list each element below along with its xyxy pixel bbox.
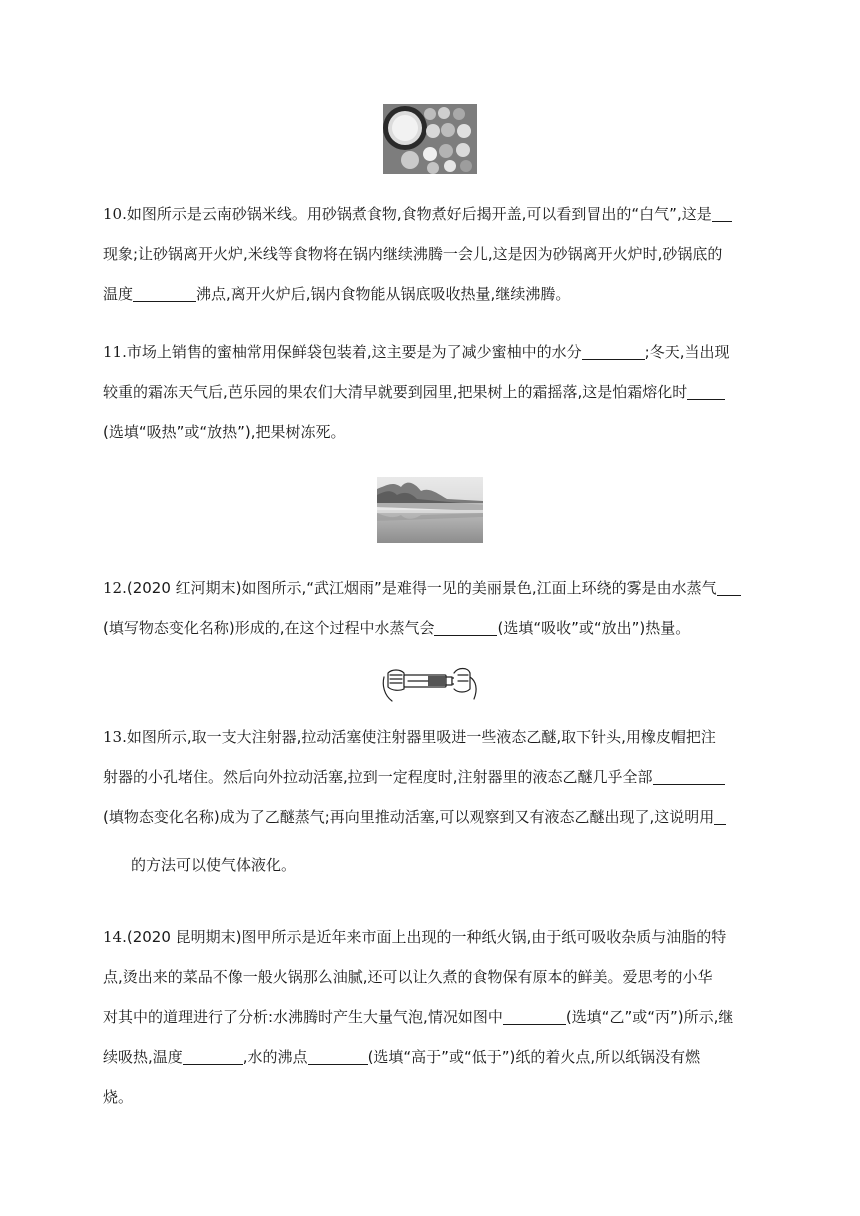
q11-text-2a: 较重的霜冻天气后,芭乐园的果农们大清早就要到园里,把果树上的霜摇落,这是怕霜熔化时 xyxy=(103,383,688,401)
q14-text-1: 图甲所示是近年来市面上出现的一种纸火锅,由于纸可吸收杂质与油脂的特 xyxy=(241,928,727,946)
q14-text-4a: 续吸热,温度 xyxy=(103,1048,183,1066)
q13-text-2a: 射器的小孔堵住。然后向外拉动活塞,拉到一定程度时,注射器里的液态乙醚几乎全部 xyxy=(103,768,653,786)
q12-text-2a: (填写物态变化名称)形成的,在这个过程中水蒸气会 xyxy=(103,619,435,637)
question-14 xyxy=(103,917,763,1117)
question-source: (2020 昆明期末) xyxy=(126,928,242,946)
q12-text-2c: (选填“吸收”或“放出”)热量。 xyxy=(497,619,691,637)
syringe-figure xyxy=(378,659,482,705)
clay-pot-noodles-figure xyxy=(383,104,477,174)
q10-line-1 xyxy=(103,194,763,234)
q11-line-1 xyxy=(103,332,763,372)
question-number: 12. xyxy=(103,579,127,597)
answer-blank[interactable] xyxy=(503,1008,566,1025)
q11-text-3: (选填“吸热”或“放热”),把果树冻死。 xyxy=(103,423,346,441)
q14-text-3a: 对其中的道理进行了分析:水沸腾时产生大量气泡,情况如图中 xyxy=(103,1008,503,1026)
q13-line-3 xyxy=(103,797,763,837)
answer-blank[interactable] xyxy=(582,343,645,360)
q10-text-3c: 沸点,离开火炉后,锅内食物能从锅底吸收热量,继续沸腾。 xyxy=(196,285,571,303)
q13-line-4 xyxy=(103,845,763,885)
q12-text-1a: 如图所示,“武江烟雨”是难得一见的美丽景色,江面上环绕的雾是由水蒸气 xyxy=(241,579,717,597)
question-number: 14. xyxy=(103,928,127,946)
q11-line-2 xyxy=(103,372,763,412)
answer-blank[interactable] xyxy=(712,205,732,222)
q14-line-1 xyxy=(103,917,763,957)
q11-text-1a: 市场上销售的蜜柚常用保鲜袋包装着,这主要是为了减少蜜柚中的水分 xyxy=(126,343,582,361)
q14-text-4c: ,水的沸点 xyxy=(242,1048,308,1066)
q14-line-5 xyxy=(103,1077,763,1117)
q11-text-1c: ;冬天,当出现 xyxy=(644,343,730,361)
answer-blank[interactable] xyxy=(714,808,726,825)
question-11 xyxy=(103,332,763,452)
question-12 xyxy=(103,568,763,648)
q14-line-3 xyxy=(103,997,763,1037)
q11-line-3 xyxy=(103,412,763,452)
question-13 xyxy=(103,717,763,885)
q10-line-2 xyxy=(103,234,763,274)
question-source: (2020 红河期末) xyxy=(126,579,242,597)
q14-text-3c: (选填“乙”或“丙”)所示,继 xyxy=(565,1008,734,1026)
question-number: 10. xyxy=(103,205,127,223)
q10-line-3 xyxy=(103,274,763,314)
q13-text-4: 的方法可以使气体液化。 xyxy=(131,856,297,874)
q12-line-1 xyxy=(103,568,763,608)
misty-river-figure xyxy=(377,477,483,543)
answer-blank[interactable] xyxy=(717,579,741,596)
q12-line-2 xyxy=(103,608,763,648)
answer-blank[interactable] xyxy=(133,285,196,302)
q14-line-2 xyxy=(103,957,763,997)
q10-text-2: 现象;让砂锅离开火炉,米线等食物将在锅内继续沸腾一会儿,这是因为砂锅离开火炉时,砂锅底的 xyxy=(103,245,723,263)
q14-line-4 xyxy=(103,1037,763,1077)
syringe-drawing xyxy=(378,659,482,705)
q14-text-4e: (选填“高于”或“低于”)纸的着火点,所以纸锅没有燃 xyxy=(367,1048,701,1066)
q13-line-2 xyxy=(103,757,763,797)
q10-text-3a: 温度 xyxy=(103,285,134,303)
answer-blank[interactable] xyxy=(687,383,725,400)
q10-text-1a: 如图所示是云南砂锅米线。用砂锅煮食物,食物煮好后揭开盖,可以看到冒出的“白气”,这是 xyxy=(126,205,712,223)
q14-text-2: 点,烫出来的菜品不像一般火锅那么油腻,还可以让久煮的食物保有原本的鲜美。爱思考的小华 xyxy=(103,968,713,986)
question-number: 13. xyxy=(103,728,127,746)
question-number: 11. xyxy=(103,343,127,361)
clay-pot-noodles-image xyxy=(383,104,477,174)
answer-blank[interactable] xyxy=(434,619,497,636)
misty-river-image xyxy=(377,477,483,543)
q13-text-1: 如图所示,取一支大注射器,拉动活塞使注射器里吸进一些液态乙醚,取下针头,用橡皮帽把注 xyxy=(126,728,716,746)
answer-blank[interactable] xyxy=(653,768,725,785)
question-10 xyxy=(103,194,763,314)
q14-text-5: 烧。 xyxy=(103,1088,134,1106)
answer-blank[interactable] xyxy=(308,1048,368,1065)
q13-text-3a: (填物态变化名称)成为了乙醚蒸气;再向里推动活塞,可以观察到又有液态乙醚出现了,这说明用 xyxy=(103,808,715,826)
q13-line-1 xyxy=(103,717,763,757)
answer-blank[interactable] xyxy=(183,1048,243,1065)
